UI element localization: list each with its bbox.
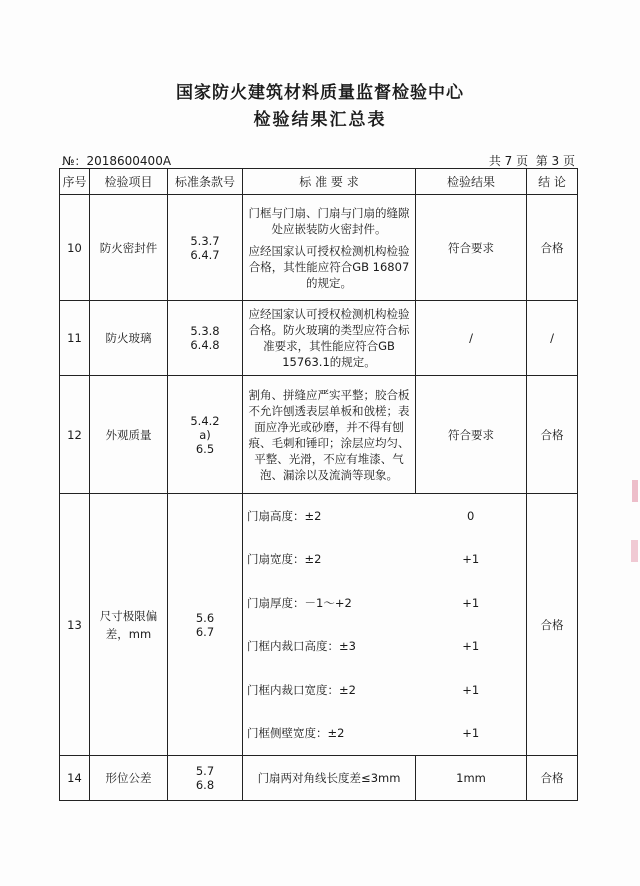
- row-no: 11: [60, 301, 90, 376]
- list-item: [243, 538, 526, 582]
- subitem-label: 门扇高度：±2: [247, 508, 322, 523]
- table-row: [60, 756, 578, 801]
- header-clause: 标准条款号: [168, 169, 243, 195]
- row-clause: 5.4.2 a) 6.5: [168, 376, 243, 494]
- list-item: [243, 712, 526, 756]
- seal-edge-mark: [630, 480, 640, 570]
- subitem-value: +1: [462, 595, 480, 610]
- page-info: 共 7 页 第 3 页: [488, 154, 575, 168]
- table-row: [60, 301, 578, 376]
- list-item: [243, 668, 526, 712]
- subitem-label: 门框内裁口宽度：±2: [247, 682, 356, 697]
- row-requirement: 门扇两对角线长度差≤3mm: [243, 756, 416, 801]
- results-table: [59, 168, 578, 801]
- row-item: 防火玻璃: [90, 301, 168, 376]
- header-item: 检验项目: [90, 169, 168, 195]
- row-item: 外观质量: [90, 376, 168, 494]
- row-result: 符合要求: [416, 376, 527, 494]
- row-requirement: 割角、拼缝应严实平整；胶合板不允许刨透表层单板和戗槎；表面应净光或砂磨，并不得有刨痕、毛刺和锤印；涂层应均匀、平整、光滑，不应有堆漆、气泡、漏涂以及流淌等现象。: [243, 376, 416, 494]
- row-no: 10: [60, 195, 90, 301]
- row-result: 符合要求: [416, 195, 527, 301]
- header-result: 检验结果: [416, 169, 527, 195]
- row-conclusion: 合格: [527, 195, 578, 301]
- document-title: 国家防火建筑材料质量监督检验中心: [176, 83, 464, 103]
- row-item: 防火密封件: [90, 195, 168, 301]
- list-item: [243, 625, 526, 669]
- row-result: 1mm: [416, 756, 527, 801]
- table-row: [60, 494, 578, 756]
- header-requirement: 标 准 要 求: [243, 169, 416, 195]
- table-header-row: [60, 169, 578, 195]
- document-subtitle: 检验结果汇总表: [253, 110, 387, 130]
- list-item: [243, 581, 526, 625]
- row-conclusion: 合格: [527, 376, 578, 494]
- row-clause: 5.6 6.7: [168, 494, 243, 756]
- subitem-label: 门扇厚度：－1～+2: [247, 595, 352, 610]
- subitem-value: 0: [467, 508, 475, 523]
- row-conclusion: 合格: [527, 756, 578, 801]
- row-no: 14: [60, 756, 90, 801]
- table-row: [60, 376, 578, 494]
- row-item: 尺寸极限偏差，mm: [90, 494, 168, 756]
- row-requirement: 门框与门扇、门扇与门扇的缝隙处应嵌装防火密封件。 应经国家认可授权检测机构检验合格，其性能应符合GB 16807的规定。: [243, 195, 416, 301]
- list-item: [243, 494, 526, 538]
- row-clause: 5.3.7 6.4.7: [168, 195, 243, 301]
- row-no: 13: [60, 494, 90, 756]
- header-conclusion: 结 论: [527, 169, 578, 195]
- subitem-label: 门扇宽度：±2: [247, 552, 322, 567]
- subitem-value: +1: [462, 726, 480, 741]
- row-conclusion: 合格: [527, 494, 578, 756]
- dimension-subtable: [243, 494, 526, 755]
- dimension-subtable-cell: [243, 494, 527, 756]
- row-clause: 5.3.8 6.4.8: [168, 301, 243, 376]
- row-result: /: [416, 301, 527, 376]
- subitem-label: 门框内裁口高度：±3: [247, 639, 356, 654]
- row-conclusion: /: [527, 301, 578, 376]
- header-no: 序号: [60, 169, 90, 195]
- subitem-label: 门框侧壁宽度：±2: [247, 726, 345, 741]
- subitem-value: +1: [462, 552, 480, 567]
- report-number: №：2018600400A: [62, 154, 172, 168]
- table-row: [60, 195, 578, 301]
- row-requirement: 应经国家认可授权检测机构检验合格。防火玻璃的类型应符合标准要求，其性能应符合GB 15763.1的规定。: [243, 301, 416, 376]
- subitem-value: +1: [462, 682, 480, 697]
- subitem-value: +1: [462, 639, 480, 654]
- row-item: 形位公差: [90, 756, 168, 801]
- row-no: 12: [60, 376, 90, 494]
- row-clause: 5.7 6.8: [168, 756, 243, 801]
